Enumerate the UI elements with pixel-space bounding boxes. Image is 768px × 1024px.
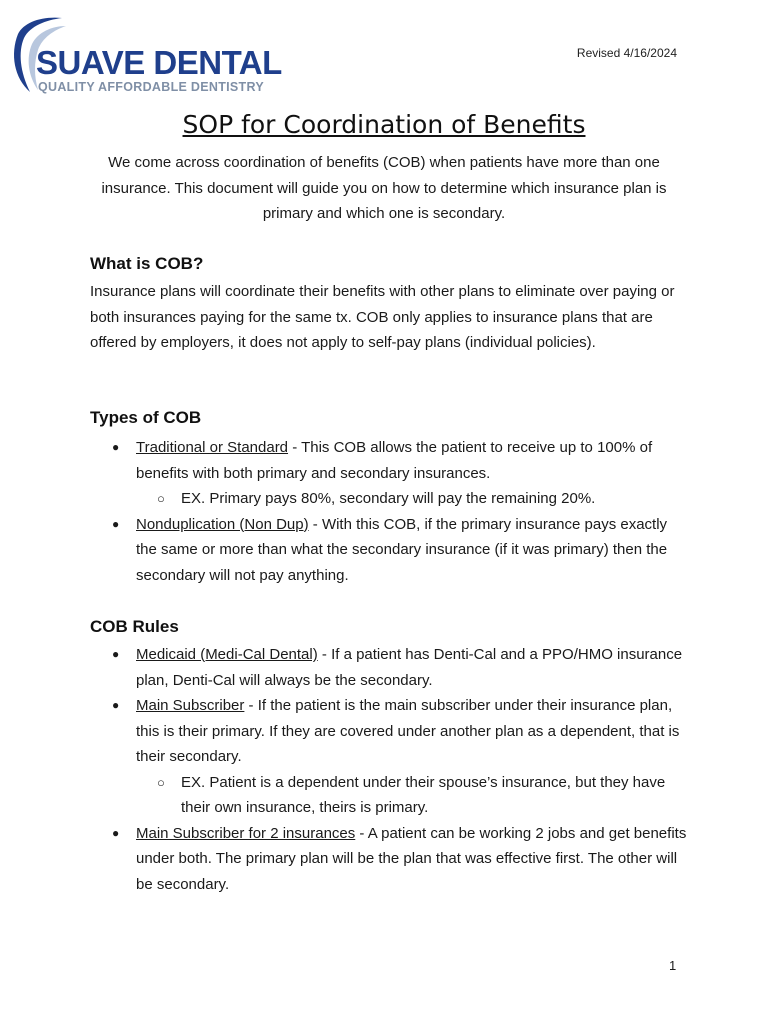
sub-list-item: ○ EX. Patient is a dependent under their spouse’s insurance, but they have their own insurance, theirs is primary. [136,770,690,821]
list-item [90,821,690,898]
brand-tagline: QUALITY AFFORDABLE DENTISTRY [38,80,264,94]
section-heading-cob-rules: COB Rules [90,617,179,636]
types-of-cob-list [90,435,690,588]
list-item [90,642,690,693]
document-title: SOP for Coordination of Benefits [182,110,586,139]
list-item [90,512,690,589]
intro-paragraph: We come across coordination of benefits (COB) when patients have more than one insurance. This document will guide you on how to determine which insurance plan is primary and which one is secondary. [101,154,667,222]
sub-list-item: ○ EX. Primary pays 80%, secondary will pay the remaining 20%. [136,486,690,512]
list-item-text: - A patient can be working 2 jobs and get benefits under both. The primary plan will be the plan that was effective first. The other will be secondary. [136,824,687,893]
section-heading-what-is-cob: What is COB? [90,254,204,273]
revised-date: Revised 4/16/2024 [576,46,677,60]
section-heading-types-of-cob: Types of COB [90,408,202,427]
suave-dental-logo [8,14,298,94]
list-item-term: Nonduplication (Non Dup) [136,515,309,533]
sub-list [136,486,690,512]
list-item [90,693,690,821]
list-item-text: - With this COB, if the primary insurance pays exactly the same or more than what the secondary insurance (if it was primary) then the secondary will not pay anything. [136,515,668,584]
list-item-text: - If the patient is the main subscriber under their insurance plan, this is their primary. If they are covered under another plan as a dependent, that is their secondary. [136,697,680,765]
what-is-cob-paragraph: Insurance plans will coordinate their benefits with other plans to eliminate over paying or both insurances paying for the same tx. COB only applies to insurance plans that are offered by employers, it does not apply to self-pay plans (individual policies). [90,283,675,351]
list-item-term: Traditional or Standard [136,439,289,456]
list-item-term: Medicaid (Medi-Cal Dental) [136,646,318,663]
list-item-term: Main Subscriber for 2 insurances [136,824,356,842]
sub-list [136,770,690,821]
brand-name: SUAVE DENTAL [36,44,282,81]
cob-rules-list [90,642,690,897]
page-number: 1 [669,958,677,973]
list-item [90,435,690,512]
list-item-term: Main Subscriber [136,697,245,714]
list-item-text: - This COB allows the patient to receive up to 100% of benefits with both primary and secondary insurances. [136,439,653,482]
list-item-text: - If a patient has Denti-Cal and a PPO/HMO insurance plan, Denti-Cal will always be the secondary. [136,646,683,689]
